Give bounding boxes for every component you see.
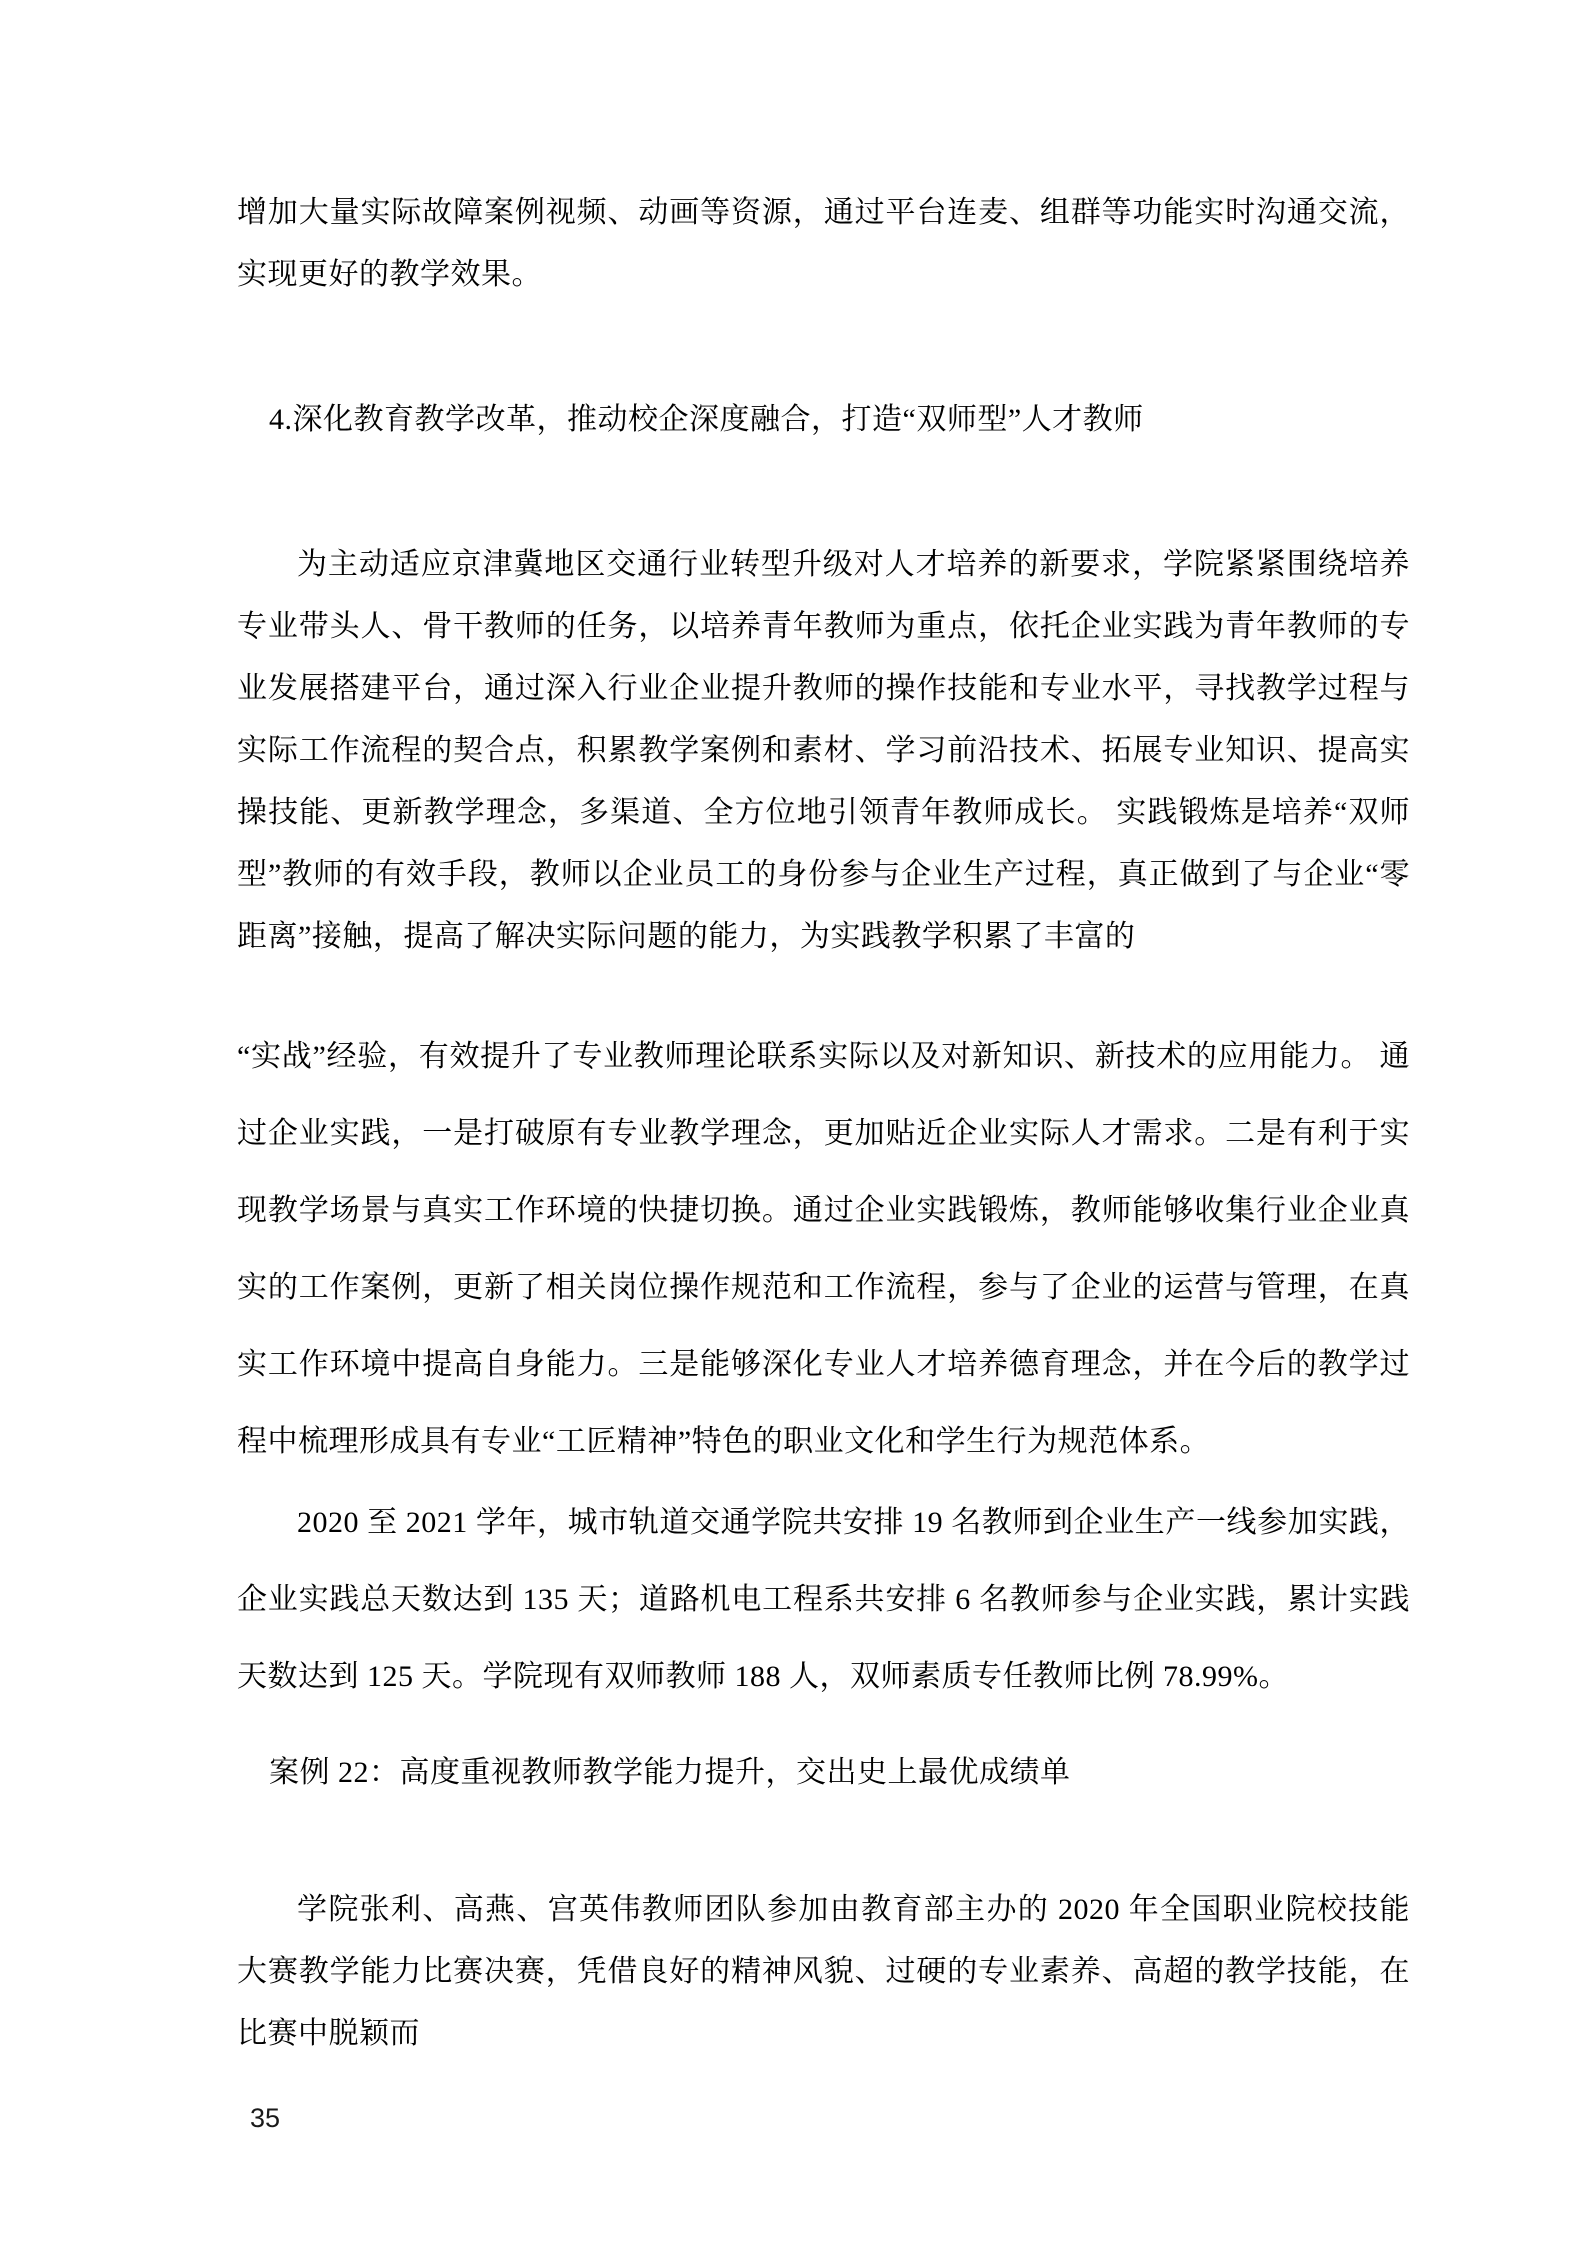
paragraph-statistics: 2020 至 2021 学年，城市轨道交通学院共安排 19 名教师到企业生产一线参加实践，企业实践总天数达到 135 天；道路机电工程系共安排 6 名教师参与企业实践，累计实践天数达到 125 天。学院现有双师教师 188 人，双师素质专任教师比例 78.99%。 [237, 1506, 1410, 1693]
paragraph-teaching-resources: 增加大量实际故障案例视频、动画等资源，通过平台连麦、组群等功能实时沟通交流，实现更好的教学效果。 [237, 196, 1410, 291]
document-content [237, 0, 1410, 2133]
page-number: 35 [250, 2103, 281, 2133]
paragraph-practice-benefits: “实战”经验，有效提升了专业教师理论联系实际以及对新知识、新技术的应用能力。 通过企业实践，一是打破原有专业教学理念，更加贴近企业实际人才需求。二是有利于实现教学场景与真实工作环境的快捷切换。通过企业实践锻炼，教师能够收集行业企业真实的工作案例，更新了相关岗位操作规范和工作流程，参与了企业的运营与管理，在真实工作环境中提高自身能力。三是能够深化专业人才培养德育理念，并在今后的教学过程中梳理形成具有专业“工匠精神”特色的职业文化和学生行为规范体系。 [237, 1040, 1410, 1458]
case-22-heading: 案例 22：高度重视教师教学能力提升，交出史上最优成绩单 [269, 1756, 1071, 1789]
section-heading-4: 4.深化教育教学改革，推动校企深度融合，打造“双师型”人才教师 [269, 403, 1144, 436]
paragraph-case-body: 学院张利、高燕、宫英伟教师团队参加由教育部主办的 2020 年全国职业院校技能大赛教学能力比赛决赛，凭借良好的精神风貌、过硬的专业素养、高超的教学技能，在比赛中脱颖而 [237, 1893, 1410, 2050]
paragraph-company-practice: 为主动适应京津冀地区交通行业转型升级对人才培养的新要求，学院紧紧围绕培养专业带头人、骨干教师的任务，以培养青年教师为重点，依托企业实践为青年教师的专业发展搭建平台，通过深入行业企业提升教师的操作技能和专业水平，寻找教学过程与实际工作流程的契合点，积累教学案例和素材、学习前沿技术、拓展专业知识、提高实操技能、更新教学理念，多渠道、全方位地引领青年教师成长。 实践锻炼是培养“双师型”教师的有效手段，教师以企业员工的身份参与企业生产过程，真正做到了与企业“零距离”接触，提高了解决实际问题的能力，为实践教学积累了丰富的 [237, 548, 1410, 953]
